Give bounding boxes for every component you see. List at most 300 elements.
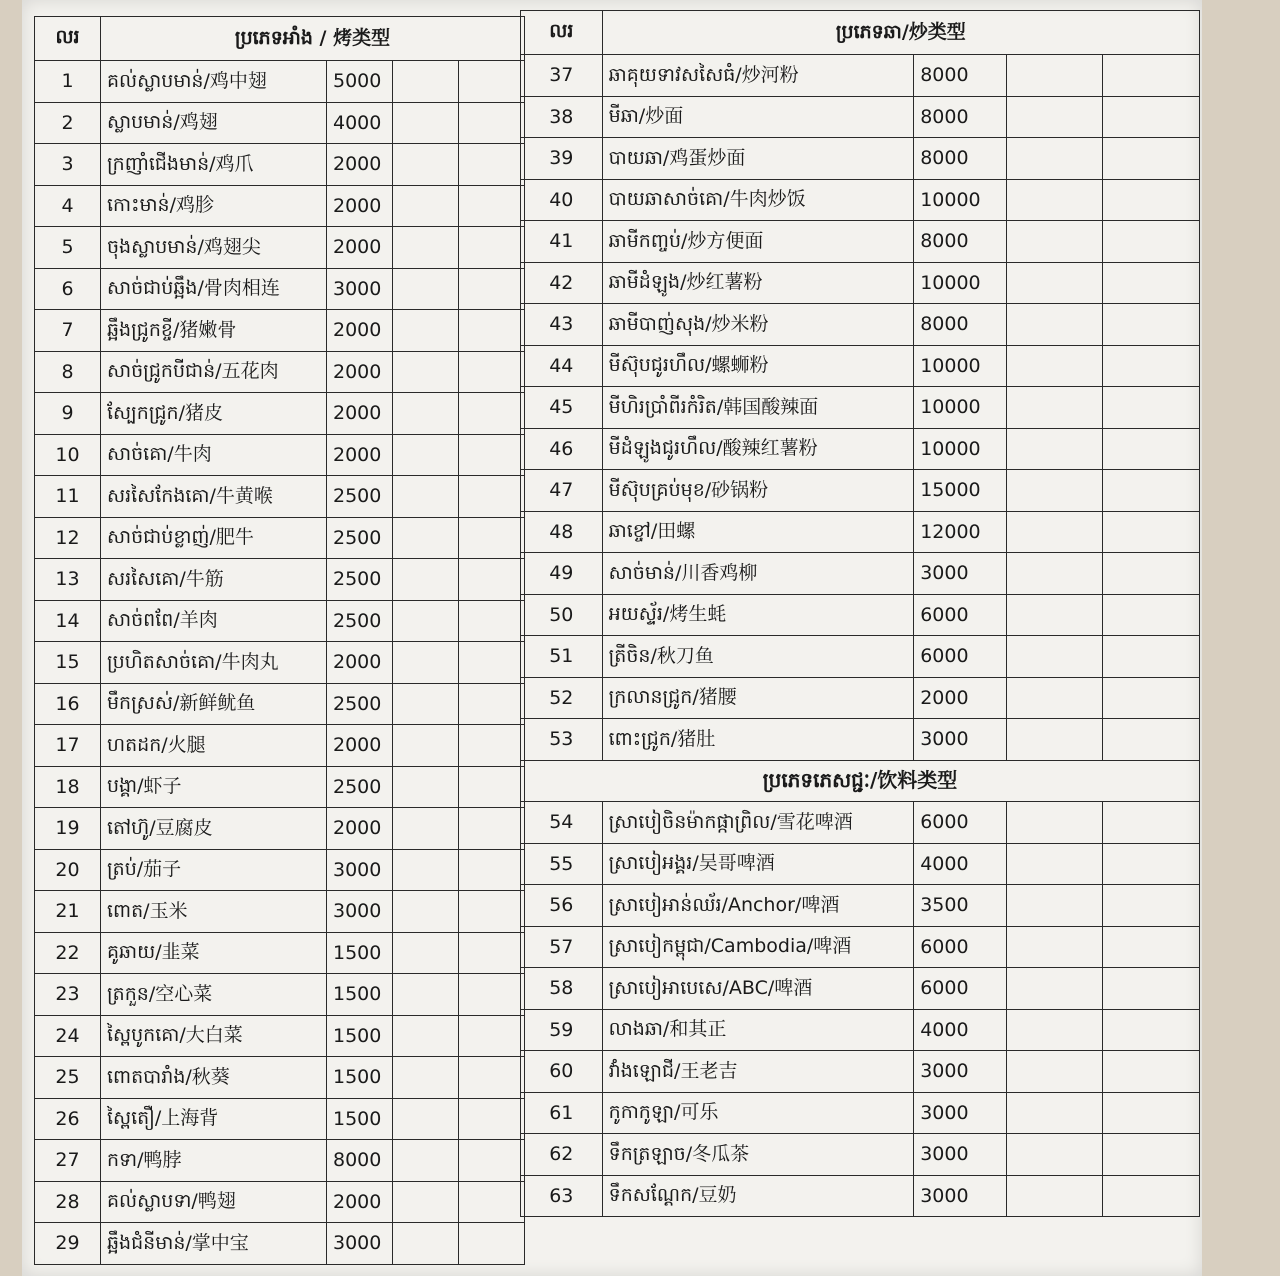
blank-cell	[1103, 470, 1200, 512]
blank-cell	[1006, 179, 1103, 221]
item-number: 24	[35, 1015, 101, 1057]
blank-cell	[1006, 594, 1103, 636]
blank-cell	[459, 393, 525, 435]
blank-cell	[459, 559, 525, 601]
item-number: 17	[35, 725, 101, 767]
item-number: 2	[35, 102, 101, 144]
item-price: 4000	[327, 102, 393, 144]
blank-cell	[1103, 221, 1200, 263]
item-number: 51	[521, 636, 603, 678]
blank-cell	[1103, 594, 1200, 636]
table-row	[521, 221, 1200, 263]
table-row	[521, 304, 1200, 346]
blank-cell	[393, 725, 459, 767]
table-row	[35, 268, 525, 310]
item-name: កោះមាន់/鸡胗	[101, 185, 327, 227]
stirfry-table-body	[521, 55, 1200, 761]
item-price: 8000	[914, 138, 1006, 180]
item-name: មីស៊ុបគ្រប់មុខ/砂锅粉	[602, 470, 914, 512]
blank-cell	[459, 725, 525, 767]
table-row	[521, 636, 1200, 678]
table-row	[35, 683, 525, 725]
table-row	[35, 1181, 525, 1223]
item-price: 5000	[327, 61, 393, 103]
drinks-section-row	[521, 760, 1200, 802]
item-price: 8000	[914, 96, 1006, 138]
item-price: 2000	[327, 434, 393, 476]
item-number: 49	[521, 553, 603, 595]
item-price: 6000	[914, 968, 1006, 1010]
item-number: 39	[521, 138, 603, 180]
item-number: 21	[35, 891, 101, 933]
item-number: 46	[521, 428, 603, 470]
blank-cell	[393, 642, 459, 684]
blank-cell	[459, 185, 525, 227]
blank-cell	[459, 268, 525, 310]
item-number: 20	[35, 849, 101, 891]
table-row	[35, 227, 525, 269]
table-row	[35, 1098, 525, 1140]
blank-cell	[393, 476, 459, 518]
blank-cell	[1006, 843, 1103, 885]
table-row	[521, 1134, 1200, 1176]
blank-cell	[1103, 1134, 1200, 1176]
blank-cell	[1006, 138, 1103, 180]
item-name: ស្លាបមាន់/鸡翅	[101, 102, 327, 144]
blank-cell	[1103, 802, 1200, 844]
item-number: 3	[35, 144, 101, 186]
item-name: ឆាគុយទាវសសៃធំ/炒河粉	[602, 55, 914, 97]
blank-cell	[459, 891, 525, 933]
item-price: 10000	[914, 387, 1006, 429]
blank-cell	[1006, 304, 1103, 346]
table-row	[35, 766, 525, 808]
item-name: លាងឆា/和其正	[602, 1009, 914, 1051]
blank-cell	[393, 351, 459, 393]
blank-cell	[393, 849, 459, 891]
item-name: សាច់គោ/牛肉	[101, 434, 327, 476]
blank-cell	[393, 185, 459, 227]
drinks-table-body	[521, 802, 1200, 1217]
blank-cell	[393, 891, 459, 933]
item-number: 29	[35, 1223, 101, 1265]
item-number: 40	[521, 179, 603, 221]
blank-cell	[1006, 262, 1103, 304]
table-row	[521, 138, 1200, 180]
item-price: 3000	[327, 849, 393, 891]
item-number: 18	[35, 766, 101, 808]
item-price: 1500	[327, 1057, 393, 1099]
blank-cell	[1103, 885, 1200, 927]
table-row	[521, 1092, 1200, 1134]
item-price: 2000	[327, 351, 393, 393]
blank-cell	[1103, 345, 1200, 387]
table-row	[35, 61, 525, 103]
blank-cell	[459, 517, 525, 559]
blank-cell	[1103, 719, 1200, 761]
table-row	[521, 843, 1200, 885]
blank-cell	[393, 434, 459, 476]
item-price: 2000	[327, 642, 393, 684]
blank-cell	[1103, 96, 1200, 138]
item-number: 23	[35, 974, 101, 1016]
table-row	[521, 1175, 1200, 1217]
item-name: កទា/鸭脖	[101, 1140, 327, 1182]
blank-cell	[1006, 802, 1103, 844]
item-price: 1500	[327, 932, 393, 974]
blank-cell	[1103, 926, 1200, 968]
blank-cell	[459, 1015, 525, 1057]
item-number: 59	[521, 1009, 603, 1051]
item-price: 12000	[914, 511, 1006, 553]
item-number: 47	[521, 470, 603, 512]
item-number: 60	[521, 1051, 603, 1093]
table-row	[35, 144, 525, 186]
item-name: សាច់ជ្រូកបីជាន់/五花肉	[101, 351, 327, 393]
table-row	[35, 974, 525, 1016]
table-row	[35, 517, 525, 559]
blank-cell	[1006, 553, 1103, 595]
item-name: ស្បែកជ្រូក/猪皮	[101, 393, 327, 435]
item-number: 61	[521, 1092, 603, 1134]
blank-cell	[459, 1181, 525, 1223]
table-row	[35, 849, 525, 891]
blank-cell	[1103, 677, 1200, 719]
item-number: 57	[521, 926, 603, 968]
table-row	[35, 310, 525, 352]
item-price: 2500	[327, 683, 393, 725]
blank-cell	[393, 144, 459, 186]
table-row	[35, 891, 525, 933]
item-name: វាំងឡោជី/王老吉	[602, 1051, 914, 1093]
blank-cell	[459, 932, 525, 974]
item-number: 9	[35, 393, 101, 435]
item-name: ឆាខ្ចៅ/田螺	[602, 511, 914, 553]
blank-cell	[1103, 511, 1200, 553]
blank-cell	[1006, 1009, 1103, 1051]
item-name: ទឹកត្រឡាច/冬瓜茶	[602, 1134, 914, 1176]
blank-cell	[459, 1098, 525, 1140]
item-price: 1500	[327, 1098, 393, 1140]
item-name: អយស្ទ័រ/烤生蚝	[602, 594, 914, 636]
item-name: សាច់ជាប់ខ្លាញ់/肥牛	[101, 517, 327, 559]
blank-cell	[459, 1140, 525, 1182]
item-name: ត្រីចិន/秋刀鱼	[602, 636, 914, 678]
item-price: 2000	[327, 227, 393, 269]
blank-cell	[459, 642, 525, 684]
item-name: ចុងស្លាបមាន់/鸡翅尖	[101, 227, 327, 269]
item-name: ស្ពៃតឿ/上海背	[101, 1098, 327, 1140]
item-number: 12	[35, 517, 101, 559]
item-name: ស្រាបៀអង្គរ/吴哥啤酒	[602, 843, 914, 885]
item-name: កូកាកូឡា/可乐	[602, 1092, 914, 1134]
item-number: 56	[521, 885, 603, 927]
item-number: 8	[35, 351, 101, 393]
item-name: បាយឆាសាច់គោ/牛肉炒饭	[602, 179, 914, 221]
blank-cell	[459, 476, 525, 518]
blank-cell	[1103, 1051, 1200, 1093]
item-number: 62	[521, 1134, 603, 1176]
item-price: 4000	[914, 843, 1006, 885]
item-name: បង្គា/虾子	[101, 766, 327, 808]
item-price: 3000	[914, 553, 1006, 595]
table-row	[35, 434, 525, 476]
item-price: 4000	[914, 1009, 1006, 1051]
item-name: ស្រាបៀចិនម៉ាកផ្កាព្រិល/雪花啤酒	[602, 802, 914, 844]
item-number: 25	[35, 1057, 101, 1099]
blank-cell	[393, 61, 459, 103]
table-row	[521, 511, 1200, 553]
item-name: ត្រប់/茄子	[101, 849, 327, 891]
item-price: 2000	[327, 1181, 393, 1223]
item-number: 48	[521, 511, 603, 553]
item-number: 58	[521, 968, 603, 1010]
blank-cell	[393, 393, 459, 435]
item-price: 2000	[327, 725, 393, 767]
table-row	[521, 553, 1200, 595]
blank-cell	[459, 144, 525, 186]
blank-cell	[393, 559, 459, 601]
item-name: ស្រាបៀអាន់ឈ័រ/Anchor/啤酒	[602, 885, 914, 927]
blank-cell	[459, 808, 525, 850]
table-row	[521, 968, 1200, 1010]
item-name: ត្រកួន/空心菜	[101, 974, 327, 1016]
item-name: គល់ស្លាបទា/鸭翅	[101, 1181, 327, 1223]
table-row	[35, 642, 525, 684]
item-name: ស្រាបៀអាបេសេ/ABC/啤酒	[602, 968, 914, 1010]
item-price: 1500	[327, 1015, 393, 1057]
item-price: 6000	[914, 802, 1006, 844]
blank-cell	[1103, 1009, 1200, 1051]
blank-cell	[1006, 926, 1103, 968]
item-name: ប្រហិតសាច់គោ/牛肉丸	[101, 642, 327, 684]
item-price: 10000	[914, 428, 1006, 470]
blank-cell	[459, 102, 525, 144]
blank-cell	[393, 310, 459, 352]
item-price: 2000	[327, 144, 393, 186]
item-number: 27	[35, 1140, 101, 1182]
blank-cell	[393, 600, 459, 642]
item-number: 10	[35, 434, 101, 476]
item-number: 38	[521, 96, 603, 138]
blank-cell	[1103, 553, 1200, 595]
item-name: សរសៃកែងគោ/牛黄喉	[101, 476, 327, 518]
blank-cell	[459, 600, 525, 642]
blank-cell	[393, 766, 459, 808]
blank-cell	[1103, 843, 1200, 885]
item-price: 2000	[327, 808, 393, 850]
blank-cell	[393, 1140, 459, 1182]
stirfry-menu-table	[520, 10, 1200, 1217]
blank-cell	[1103, 179, 1200, 221]
item-price: 2000	[327, 310, 393, 352]
blank-cell	[459, 974, 525, 1016]
grill-table-body	[35, 61, 525, 1265]
table-row	[35, 185, 525, 227]
item-number: 14	[35, 600, 101, 642]
blank-cell	[459, 351, 525, 393]
table-row	[521, 926, 1200, 968]
grill-no-header: លរ	[35, 17, 101, 61]
item-number: 63	[521, 1175, 603, 1217]
blank-cell	[1006, 511, 1103, 553]
blank-cell	[393, 1015, 459, 1057]
item-name: មីឆា/炒面	[602, 96, 914, 138]
table-row	[521, 677, 1200, 719]
item-price: 2000	[327, 185, 393, 227]
stirfry-title-header: ប្រភេទឆា/炒类型	[602, 11, 1199, 55]
item-name: សាច់ជាប់ឆ្អឹង/骨肉相连	[101, 268, 327, 310]
blank-cell	[393, 1223, 459, 1265]
table-row	[521, 345, 1200, 387]
item-price: 10000	[914, 345, 1006, 387]
stirfry-no-header: លរ	[521, 11, 603, 55]
item-price: 6000	[914, 926, 1006, 968]
item-number: 28	[35, 1181, 101, 1223]
item-price: 3000	[914, 719, 1006, 761]
blank-cell	[1103, 138, 1200, 180]
item-name: គល់ស្លាបមាន់/鸡中翅	[101, 61, 327, 103]
item-number: 45	[521, 387, 603, 429]
blank-cell	[1103, 1175, 1200, 1217]
blank-cell	[393, 683, 459, 725]
blank-cell	[393, 517, 459, 559]
blank-cell	[459, 61, 525, 103]
item-number: 15	[35, 642, 101, 684]
item-number: 11	[35, 476, 101, 518]
item-price: 1500	[327, 974, 393, 1016]
blank-cell	[393, 932, 459, 974]
blank-cell	[393, 808, 459, 850]
table-row	[521, 179, 1200, 221]
item-name: ស្ពៃបូកគោ/大白菜	[101, 1015, 327, 1057]
item-price: 3000	[327, 268, 393, 310]
grill-header-row	[35, 17, 525, 61]
blank-cell	[393, 1181, 459, 1223]
table-row	[521, 262, 1200, 304]
blank-cell	[393, 1057, 459, 1099]
blank-cell	[1103, 1092, 1200, 1134]
blank-cell	[1006, 1175, 1103, 1217]
blank-cell	[1103, 636, 1200, 678]
table-row	[521, 885, 1200, 927]
item-price: 3000	[914, 1092, 1006, 1134]
item-price: 8000	[914, 221, 1006, 263]
blank-cell	[1103, 304, 1200, 346]
table-row	[521, 594, 1200, 636]
blank-cell	[1006, 470, 1103, 512]
item-price: 2500	[327, 600, 393, 642]
table-row	[35, 808, 525, 850]
item-name: ពោត/玉米	[101, 891, 327, 933]
blank-cell	[1006, 428, 1103, 470]
item-number: 26	[35, 1098, 101, 1140]
item-name: ឆាមីកញ្ចប់/炒方便面	[602, 221, 914, 263]
item-price: 15000	[914, 470, 1006, 512]
blank-cell	[1006, 96, 1103, 138]
table-row	[35, 1015, 525, 1057]
item-name: ឆាមីបាញ់សុង/炒米粉	[602, 304, 914, 346]
stirfry-header-row	[521, 11, 1200, 55]
table-row	[521, 96, 1200, 138]
table-row	[35, 351, 525, 393]
blank-cell	[1006, 387, 1103, 429]
item-name: បាយឆា/鸡蛋炒面	[602, 138, 914, 180]
blank-cell	[1006, 221, 1103, 263]
item-price: 6000	[914, 594, 1006, 636]
table-row	[35, 932, 525, 974]
table-row	[35, 1223, 525, 1265]
item-number: 7	[35, 310, 101, 352]
table-row	[521, 470, 1200, 512]
table-row	[35, 600, 525, 642]
drinks-section-title: ប្រភេទភេសជ្ជៈ/饮料类型	[521, 760, 1200, 802]
blank-cell	[393, 974, 459, 1016]
item-name: គូឆាយ/韭菜	[101, 932, 327, 974]
blank-cell	[393, 1098, 459, 1140]
item-price: 3000	[914, 1175, 1006, 1217]
item-name: សរសៃគោ/牛筋	[101, 559, 327, 601]
table-row	[35, 393, 525, 435]
item-number: 1	[35, 61, 101, 103]
table-row	[521, 55, 1200, 97]
blank-cell	[459, 1223, 525, 1265]
item-price: 8000	[914, 304, 1006, 346]
item-number: 5	[35, 227, 101, 269]
item-number: 52	[521, 677, 603, 719]
blank-cell	[1006, 55, 1103, 97]
item-number: 43	[521, 304, 603, 346]
item-number: 16	[35, 683, 101, 725]
item-name: មឹកស្រស់/新鲜鱿鱼	[101, 683, 327, 725]
blank-cell	[1103, 387, 1200, 429]
item-name: សាច់ពពែ/羊肉	[101, 600, 327, 642]
item-price: 2000	[914, 677, 1006, 719]
item-name: ឆាមីដំឡូង/炒红薯粉	[602, 262, 914, 304]
blank-cell	[1006, 968, 1103, 1010]
table-row	[35, 1140, 525, 1182]
item-price: 10000	[914, 179, 1006, 221]
item-price: 3000	[914, 1051, 1006, 1093]
item-name: មីហិរប្រាំពីរកំរិត/韩国酸辣面	[602, 387, 914, 429]
grill-title-header: ប្រភេទអាំង / 烤类型	[101, 17, 525, 61]
blank-cell	[459, 1057, 525, 1099]
item-price: 2500	[327, 476, 393, 518]
item-number: 22	[35, 932, 101, 974]
item-name: ទឹកសណ្ដែក/豆奶	[602, 1175, 914, 1217]
table-row	[521, 719, 1200, 761]
blank-cell	[1103, 968, 1200, 1010]
menu-sheet	[22, 0, 1202, 1276]
item-price: 3000	[327, 1223, 393, 1265]
table-row	[521, 387, 1200, 429]
item-name: ពោតបារាំង/秋葵	[101, 1057, 327, 1099]
item-number: 4	[35, 185, 101, 227]
item-number: 53	[521, 719, 603, 761]
item-number: 41	[521, 221, 603, 263]
table-row	[35, 476, 525, 518]
blank-cell	[1006, 345, 1103, 387]
blank-cell	[459, 227, 525, 269]
item-price: 2500	[327, 517, 393, 559]
table-row	[521, 802, 1200, 844]
blank-cell	[1006, 719, 1103, 761]
item-number: 55	[521, 843, 603, 885]
blank-cell	[1006, 1134, 1103, 1176]
item-price: 6000	[914, 636, 1006, 678]
item-name: មីស៊ុបជូរហឹល/螺蛳粉	[602, 345, 914, 387]
item-price: 10000	[914, 262, 1006, 304]
